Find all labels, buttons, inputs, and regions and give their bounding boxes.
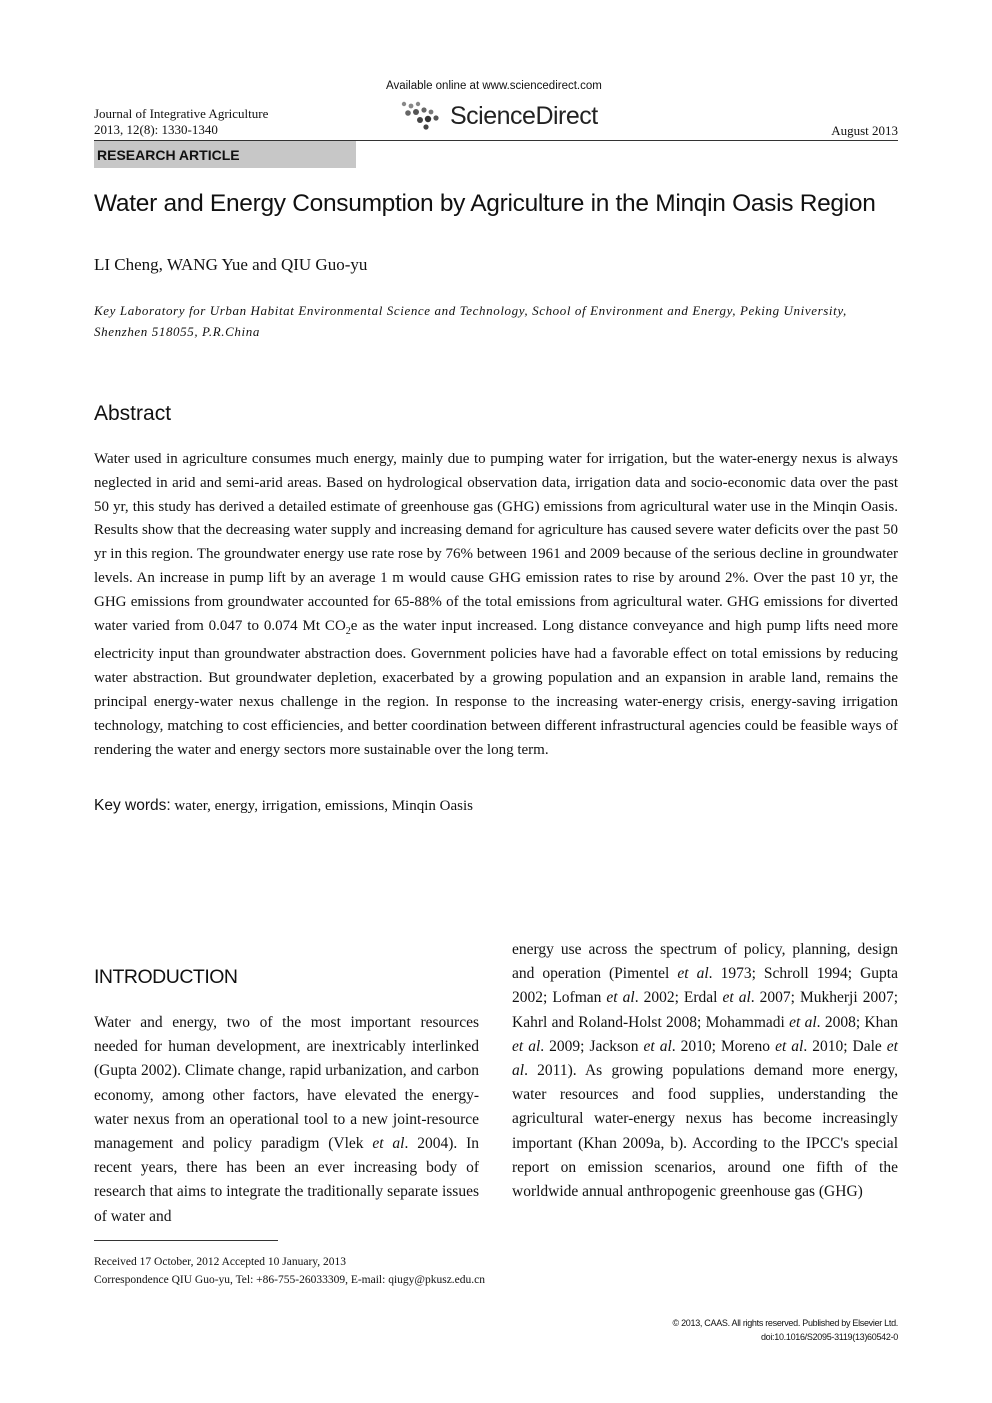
intro-text: . 2010; Moreno bbox=[671, 1037, 776, 1055]
authors: LI Cheng, WANG Yue and QIU Guo-yu bbox=[94, 255, 368, 274]
paper-title: Water and Energy Consumption by Agriculture in the Minqin Oasis Region bbox=[94, 190, 876, 217]
intro-text: . 2008; Khan bbox=[816, 1013, 898, 1031]
intro-text: . 2004). In recent years, there has been an ever increasing body of research that aims to integrate the traditionally separate issues of water and bbox=[94, 1135, 479, 1225]
et-al: et al bbox=[677, 965, 709, 983]
abstract-heading: Abstract bbox=[94, 402, 172, 425]
available-online-text: Available online at www.sciencedirect.com bbox=[386, 80, 602, 92]
sciencedirect-wordmark: ScienceDirect bbox=[450, 102, 598, 130]
doi: doi:10.1016/S2095-3119(13)60542-0 bbox=[760, 1332, 898, 1342]
et-al: et al bbox=[775, 1037, 804, 1055]
copyright-block bbox=[673, 1316, 898, 1344]
affiliation-line: Key Laboratory for Urban Habitat Environmental Science and Technology, School of Environment and Energy, Peking University, bbox=[94, 303, 847, 318]
article-type-label: RESEARCH ARTICLE bbox=[94, 141, 356, 168]
keywords bbox=[94, 797, 473, 815]
abstract-text-part: e as the water input increased. Long distance conveyance and high pump lifts need more electricity input than groundwater abstraction does. Government policies have had a favorable effect on total emissions by reducing water abstraction. But groundwater depletion, exacerbated by a growing population and an expansion in arable land, remains the principal energy-water nexus challenge in the region. In response to the increasing water-energy crisis, energy-saving irrigation technology, matching to cost efficiencies, and better coordination between different infrastructural agencies could be feasible ways of rendering the water and energy sectors more sustainable over the long term. bbox=[94, 617, 898, 758]
affiliation bbox=[94, 300, 898, 342]
journal-issue: 2013, 12(8): 1330-1340 bbox=[94, 122, 218, 137]
journal-name: Journal of Integrative Agriculture bbox=[94, 106, 269, 121]
intro-text: . 2007; Mukherji 2007; Kahrl and Roland-Holst 2008; Mohammadi bbox=[512, 989, 898, 1031]
et-al: et al bbox=[512, 1037, 541, 1055]
co2-subscript: 2 bbox=[345, 625, 351, 637]
introduction-left-column bbox=[94, 1011, 479, 1229]
et-al: et al bbox=[789, 1013, 817, 1031]
et-al: et al bbox=[643, 1037, 672, 1055]
issue-date: August 2013 bbox=[831, 123, 898, 138]
abstract-text bbox=[94, 448, 898, 762]
introduction-right-column bbox=[512, 938, 898, 1204]
sciencedirect-logo bbox=[398, 98, 618, 138]
et-al: et al bbox=[722, 989, 751, 1007]
introduction-heading: INTRODUCTION bbox=[94, 966, 238, 988]
et-al: et al bbox=[606, 989, 635, 1007]
journal-citation bbox=[94, 106, 268, 138]
intro-text: . 2009; Jackson bbox=[540, 1037, 644, 1055]
received-dates: Received 17 October, 2012 Accepted 10 January, 2013 bbox=[94, 1256, 347, 1268]
intro-text: . 1973; Schroll 1994; Gupta 2002; Lofman bbox=[512, 965, 898, 1007]
copyright-notice: © 2013, CAAS. All rights reserved. Published by Elsevier Ltd. bbox=[672, 1318, 898, 1328]
intro-text: . 2010; Dale bbox=[803, 1037, 887, 1055]
footnotes bbox=[94, 1253, 485, 1289]
affiliation-line: Shenzhen 518055, P.R.China bbox=[94, 324, 260, 339]
et-al: et al bbox=[372, 1135, 405, 1153]
keywords-label: Key words: bbox=[94, 797, 171, 814]
et-al: et al bbox=[512, 1037, 898, 1080]
intro-text: . 2002; Erdal bbox=[634, 989, 723, 1007]
intro-text: energy use across the spectrum of policy, planning, design and operation (Pimentel bbox=[512, 941, 898, 983]
correspondence: Correspondence QIU Guo-yu, Tel: +86-755-26033309, E-mail: qiugy@pkusz.edu.cn bbox=[94, 1274, 486, 1286]
footnote-divider bbox=[94, 1240, 278, 1241]
intro-text: Water and energy, two of the most important resources needed for human development, are inextricably interlinked (Gupta 2002). Climate change, rapid urbanization, and carbon economy, among other factors, have elevated the energy-water nexus from an operational tool to a new joint-resource management and policy paradigm (Vlek bbox=[94, 1014, 479, 1153]
intro-text: . 2011). As growing populations demand more energy, water resources and food supplies, understanding the agricultural water-energy nexus has become increasingly important (Khan 2009a, b). According to the IPCC's special report on emission scenarios, around one fifth of the worldwide annual anthropogenic greenhouse gas (GHG) bbox=[512, 1062, 898, 1201]
abstract-text-part: Water used in agriculture consumes much energy, mainly due to pumping water for irrigation, but the water-energy nexus is always neglected in arid and semi-arid areas. Based on hydrological observation data, irrigation data and socio-economic data over the past 50 yr, this study has derived a detailed estimate of greenhouse gas (GHG) emissions from agricultural water use in the Minqin Oasis. Results show that the decreasing water supply and increasing demand for agriculture has caused severe water deficits over the past 50 yr in this region. The groundwater energy use rate rose by 76% between 1961 and 2009 because of the serious decline in groundwater levels. An increase in pump lift by an average 1 m would cause GHG emission rates to rise by around 2%. Over the past 10 yr, the GHG emissions from groundwater accounted for 65-88% of the total emissions from agricultural water. GHG emissions for diverted water varied from 0.047 to 0.074 Mt CO bbox=[94, 451, 898, 634]
keywords-values: water, energy, irrigation, emissions, Minqin Oasis bbox=[174, 798, 473, 814]
sciencedirect-dots-icon bbox=[398, 98, 448, 134]
